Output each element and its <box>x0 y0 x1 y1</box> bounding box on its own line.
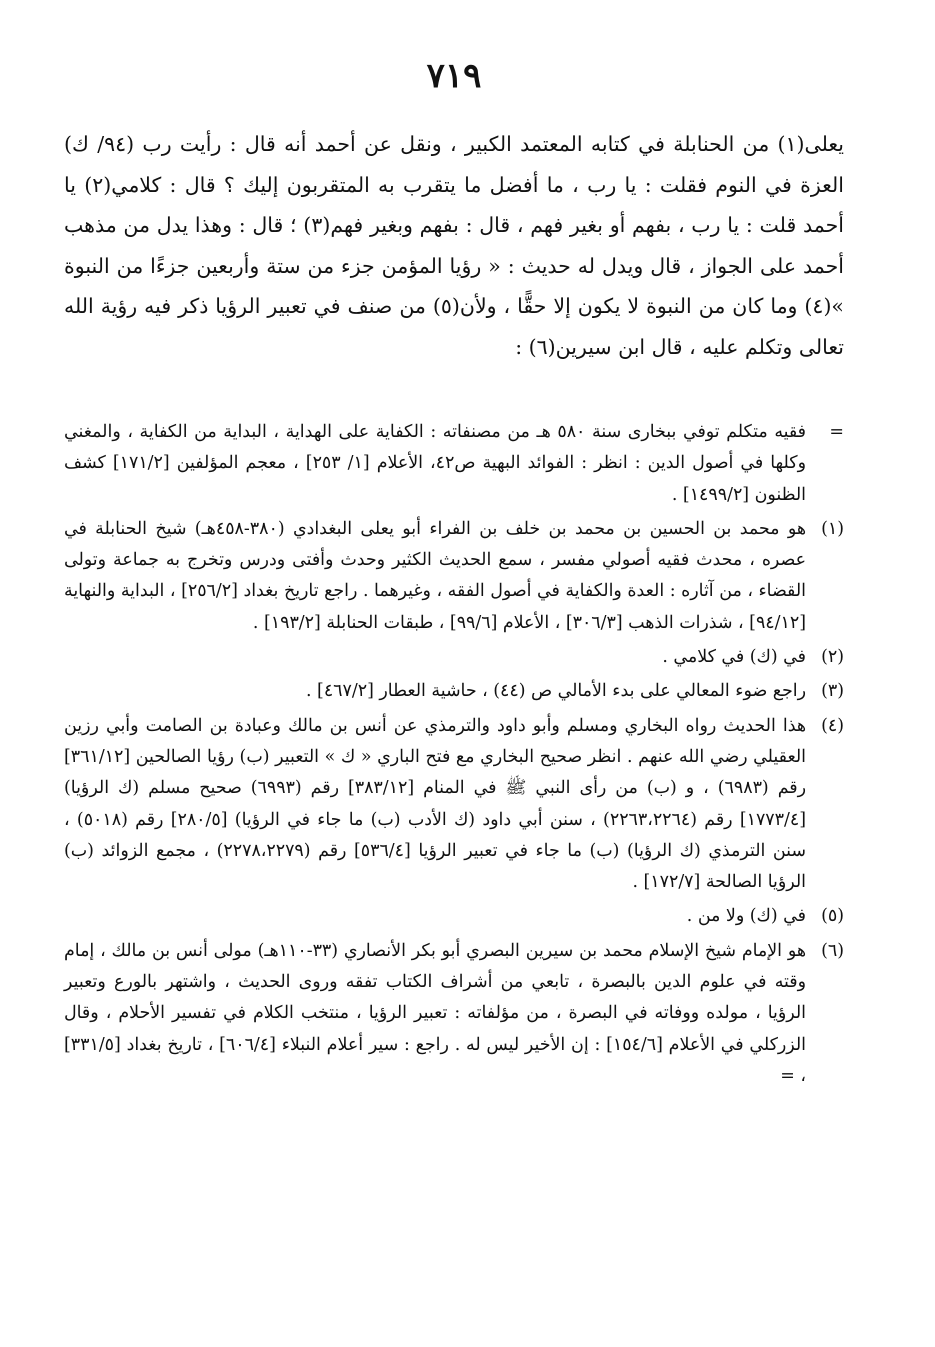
footnote-mark: (٥) <box>821 906 844 927</box>
document-page <box>64 56 844 1095</box>
footnote-text: في (ك) ولا من . <box>686 906 806 927</box>
footnote-6 <box>64 936 844 1092</box>
footnote-2 <box>64 642 844 673</box>
footnote-mark: (٦) <box>821 940 844 961</box>
footnote-5 <box>64 901 844 932</box>
footnote-mark: (٢) <box>821 647 844 668</box>
footnote-mark: (١) <box>821 518 844 539</box>
footnote-text: هو محمد بن الحسين بن محمد بن خلف بن الفراء أبو يعلى البغدادي (٣٨٠-٤٥٨هـ) شيخ الحنابلة في عصره ، محدث فقيه أصولي مفسر ، سمع الحديث الكثير وحدث وأفتى ودرس وتخرج به جماعة وتولى القضاء ، من آثاره : العدة والكفاية في أصول الفقه ، وغيرهما . راجع تاريخ بغداد [٢٥٦/٢] ، البداية والنهاية [٩٤/١٢] ، شذرات الذهب [٣٠٦/٣] ، الأعلام [٩٩/٦] ، طبقات الحنابلة [١٩٣/٢] . <box>64 518 807 633</box>
main-text <box>64 124 844 367</box>
footnote-1 <box>64 514 844 639</box>
main-paragraph: يعلى(١) من الحنابلة في كتابه المعتمد الكبير ، ونقل عن أحمد أنه قال : رأيت رب (٩٤/ ك) العزة في النوم فقلت : يا رب ، ما أفضل ما يتقرب به المتقربون إليك ؟ قال : كلامي(٢) يا أحمد قلت : يا رب ، بفهم أو بغير فهم ، قال : بفهم وبغير فهم(٣) ؛ قال : وهذا يدل من مذهب أحمد على الجواز ، قال ويدل له حديث : « رؤيا المؤمن جزء من ستة وأربعين جزءًا من النبوة »(٤) وما كان من النبوة لا يكون إلا حقًّا ، ولأن(٥) من صنف في تعبير الرؤيا ذكر فيه رؤية الله تعالى وتكلم عليه ، قال ابن سيرين(٦) : <box>64 132 845 359</box>
footnote-mark: (٤) <box>821 715 844 736</box>
footnote-text: فقيه متكلم توفي ببخارى سنة ٥٨٠ هـ من مصنفاته : الكفاية على الهداية ، البداية من الكفاية ، والمغني وكلها في أصول الدين : انظر : الفوائد البهية ص٤٢، الأعلام [١/ ٢٥٣] ، معجم المؤلفين [١٧١/٢] كشف الظنون [١٤٩٩/٢] . <box>64 422 806 505</box>
page-number: ٧١٩ <box>426 56 482 96</box>
footnote-text: في (ك) في كلامي . <box>662 647 806 668</box>
footnote-text: راجع ضوء المعالي على بدء الأمالي ص (٤٤) ، حاشية العطار [٤٦٧/٢] . <box>305 681 806 702</box>
footnotes <box>64 417 844 1092</box>
footnote-text: هو الإمام شيخ الإسلام محمد بن سيرين البصري أبو بكر الأنصاري (٣٣-١١٠هـ) مولى أنس بن مالك ، إمام وقته في علوم الدين بالبصرة ، تابعي من أشراف الكتاب تفقه وروى الحديث ، واشتهر بالورع وتعبير الرؤيا ، مولده ووفاته في البصرة ، من مؤلفاته : تعبير الرؤيا ، منتخب الكلام في تفسير الأحلام ، وقال الزركلي في الأعلام [١٥٤/٦] : إن الأخير ليس له . راجع : سير أعلام النبلاء [٦٠٦/٤] ، تاريخ بغداد [٣٣١/٥] ، = <box>64 940 806 1086</box>
footnote-continued <box>64 417 844 511</box>
footnote-mark: = <box>829 422 844 442</box>
footnote-3 <box>64 676 844 707</box>
footnote-mark: (٣) <box>821 681 844 702</box>
footnote-4 <box>64 711 844 899</box>
footnote-text: هذا الحديث رواه البخاري ومسلم وأبو داود والترمذي عن أنس بن مالك وعبادة بن الصامت وأبي رزين العقيلي رضي الله عنهم . انظر صحيح البخاري مع فتح الباري « ك » التعبير (ب) رؤيا الصالحين [٣٦١/١٢] رقم (٦٩٨٣) ، و (ب) من رأى النبي ﷺ في المنام [٣٨٣/١٢] رقم (٦٩٩٣) صحيح مسلم (ك الرؤيا) [١٧٧٣/٤] رقم (٢٢٦٣،٢٢٦٤) ، سنن أبي داود (ك الأدب (ب) ما جاء في الرؤيا) [٢٨٠/٥] رقم (٥٠١٨) ، سنن الترمذي (ك الرؤيا) (ب) ما جاء في تعبير الرؤيا [٥٣٦/٤] رقم (٢٢٧٨،٢٢٧٩) ، مجمع الزوائد (ب) الرؤيا الصالحة [١٧٢/٧] . <box>64 715 806 893</box>
footnote-separator <box>64 367 844 417</box>
